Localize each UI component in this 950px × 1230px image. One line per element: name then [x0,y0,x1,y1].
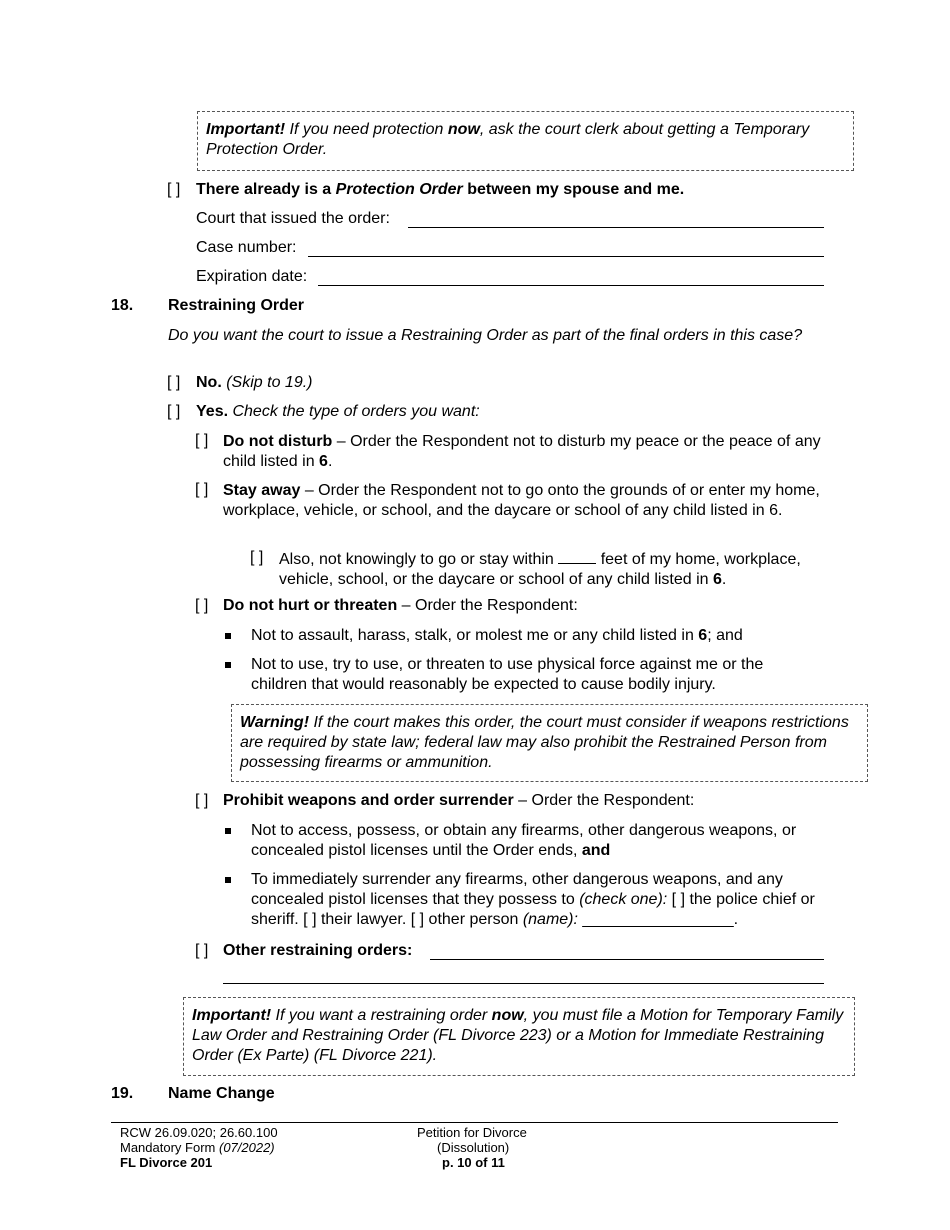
restraining-order-notice: Important! If you want a restraining order now, you must file a Motion for Temporary Family Law Order and Restraining Order (FL Divorce 223) or a Motion for Immediate Restraining Order (Ex Parte) (FL Divorce 221). [183,997,855,1076]
court-issued-field[interactable] [408,227,824,228]
footer-rcw: RCW 26.09.020; 26.60.100 [120,1125,278,1140]
disturb-checkbox[interactable]: [ ] [195,432,209,449]
footer-page: p. 10 of 11 [442,1155,505,1170]
hurt-option: Do not hurt or threaten – Order the Respondent: [223,597,578,614]
expiration-date-field[interactable] [318,285,824,286]
bullet-icon [225,633,231,639]
bullet-icon [225,877,231,883]
stay-away-option: Stay away – Order the Respondent not to go onto the grounds of or enter my home, workplace, vehicle, or school, and the daycare or school of any child listed in 6. [223,482,820,519]
hurt-bullet-1: Not to assault, harass, stalk, or molest me or any child listed in 6; and [251,627,743,644]
footer-title-1: Petition for Divorce [417,1125,527,1140]
bullet-icon [225,662,231,668]
footer-mandatory: Mandatory Form (07/2022) [120,1140,275,1155]
weapons-checkbox[interactable]: [ ] [195,792,209,809]
section-18-number: 18. [111,297,134,314]
feet-distance-field[interactable] [558,549,596,564]
stay-also-checkbox[interactable]: [ ] [250,549,264,566]
protection-order-statement: There already is a Protection Order between my spouse and me. [196,181,685,198]
weapons-bullet-1: Not to access, possess, or obtain any firearms, other dangerous weapons, or concealed pistol licenses until the Order ends, and [251,822,797,859]
protection-order-notice: Important! If you need protection now, ask the court clerk about getting a Temporary Protection Order. [197,111,854,171]
other-orders-checkbox[interactable]: [ ] [195,942,209,959]
weapons-option: Prohibit weapons and order surrender – Order the Respondent: [223,792,695,809]
no-option: No. (Skip to 19.) [196,374,313,391]
stay-away-checkbox[interactable]: [ ] [195,481,209,498]
footer-title-2: (Dissolution) [437,1140,510,1155]
case-number-label: Case number: [196,239,297,256]
weapons-warning: Warning! If the court makes this order, the court must consider if weapons restrictions are required by state law; federal law may also prohibit the Restrained Person from possessing firearms or ammunition. [231,704,868,782]
section-18-question: Do you want the court to issue a Restraining Order as part of the final orders in this case? [168,327,803,344]
no-checkbox[interactable]: [ ] [167,374,181,391]
section-19-number: 19. [111,1085,134,1102]
footer-form-id: FL Divorce 201 [120,1155,213,1170]
section-19-title: Name Change [168,1085,275,1102]
other-orders-field-2[interactable] [223,983,824,984]
weapons-bullet-2: To immediately surrender any firearms, other dangerous weapons, and any concealed pistol licenses that they possess to (check one): [ ] the police chief or sheriff. [ ] their lawyer. [ ] other person (name): _________________. [251,871,815,928]
case-number-field[interactable] [308,256,824,257]
stay-also-option: Also, not knowingly to go or stay within feet of my home, workplace, vehicle, school, or the daycare or school of any child listed in 6. [279,551,801,588]
footer-divider [111,1122,838,1123]
yes-option: Yes. Check the type of orders you want: [196,403,480,420]
disturb-option: Do not disturb – Order the Respondent not to disturb my peace or the peace of any child listed in 6. [223,433,821,470]
section-18-title: Restraining Order [168,297,305,314]
protection-order-checkbox[interactable]: [ ] [167,181,181,198]
court-issued-label: Court that issued the order: [196,210,390,227]
hurt-bullet-2: Not to use, try to use, or threaten to use physical force against me or the children that would reasonably be expected to cause bodily injury. [251,656,764,693]
bullet-icon [225,828,231,834]
yes-checkbox[interactable]: [ ] [167,403,181,420]
other-orders-field[interactable] [430,959,824,960]
hurt-checkbox[interactable]: [ ] [195,597,209,614]
other-orders-label: Other restraining orders: [223,942,413,959]
expiration-date-label: Expiration date: [196,268,308,285]
